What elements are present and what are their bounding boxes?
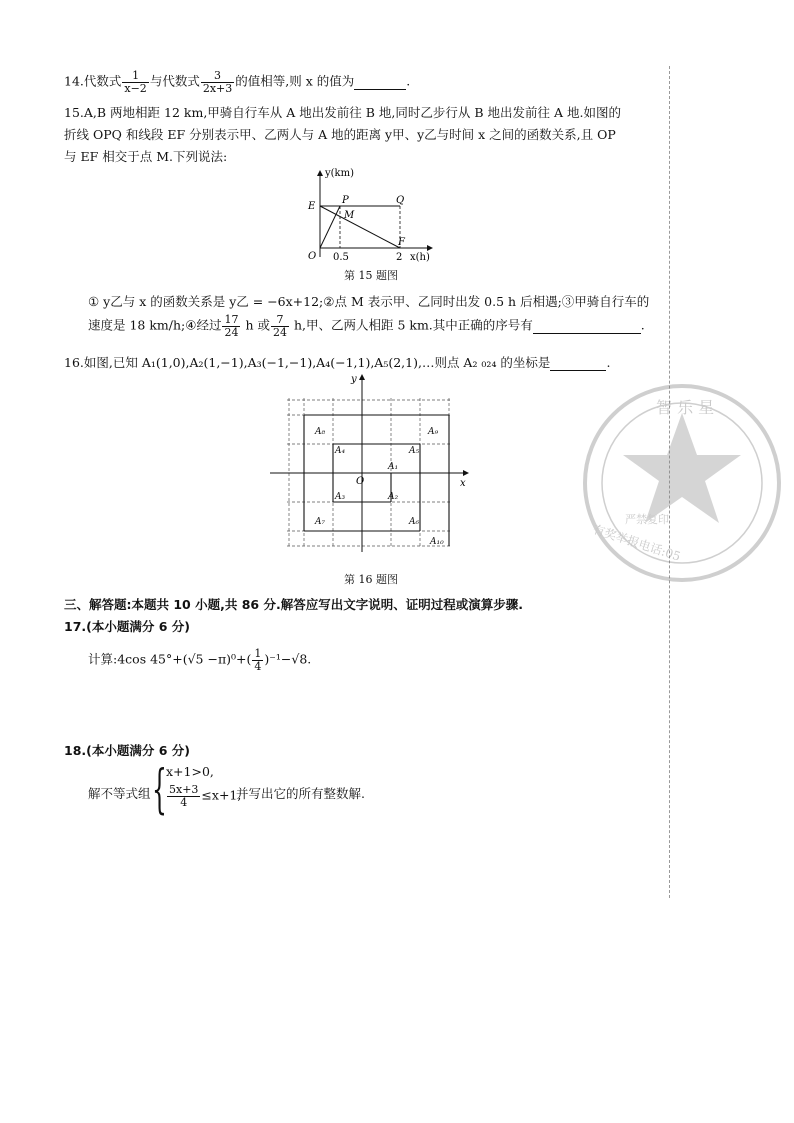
fraction: $\frac{7}{24}$	[272, 313, 287, 339]
label-A1: A₁	[388, 462, 399, 472]
label-P: P	[342, 195, 349, 206]
label-A10: A₁₀	[430, 537, 444, 547]
label-A3: A₃	[335, 492, 346, 502]
system-brace: {	[152, 760, 167, 820]
question-14: 14.代数式 $\frac{1}{x-2}$ 与代数式 $\frac{3}{2x+3}$ 的值相等,则 x 的值为 .	[64, 69, 411, 95]
fraction: $\frac{1}{4}$	[254, 647, 262, 673]
question-17: 计算:4cos 45°+(√5 −π)⁰+( $\frac{1}{4}$ )⁻¹−√8.	[88, 647, 312, 673]
inequality-2: $\frac{5x+3}{4}$ ≤x+1,	[169, 783, 242, 809]
watermark-stamp	[570, 383, 794, 583]
x-axis-label: x(h)	[410, 252, 430, 263]
tick-2: 2	[396, 252, 403, 263]
label-Q: Q	[396, 195, 405, 206]
label-A9: A₉	[428, 427, 439, 437]
fraction: $\frac{1}{x-2}$	[124, 69, 147, 95]
label-E: E	[308, 201, 316, 212]
y-axis-label: y	[351, 374, 357, 385]
label-A5: A₅	[409, 446, 420, 456]
figure-16-grid	[265, 370, 475, 555]
label-A7: A₇	[315, 517, 326, 527]
stamp-top-text: 智 乐 星	[656, 398, 715, 417]
label-F: F	[398, 237, 405, 248]
question-15-line-2: 折线 OPQ 和线段 EF 分别表示甲、乙两人与 A 地的距离 y甲、y乙与时间 x 之间的函数关系,且 OP	[64, 127, 616, 142]
section-3-heading: 三、解答题:本题共 10 小题,共 86 分.解答应写出文字说明、证明过程或演算步骤.	[64, 597, 523, 612]
figure-15-caption: 第 15 题图	[344, 269, 398, 282]
question-18-title: 18.(本小题满分 6 分)	[64, 743, 190, 758]
tick-0-5: 0.5	[333, 252, 349, 263]
fraction: $\frac{3}{2x+3}$	[202, 69, 233, 95]
question-15-line-3: 与 EF 相交于点 M.下列说法:	[64, 149, 228, 164]
figure-15-graph	[295, 165, 445, 265]
segment-E-F	[320, 206, 400, 248]
figure-16-caption: 第 16 题图	[344, 573, 398, 586]
stamp-mid-text: 严禁复印	[625, 513, 669, 526]
label-A2: A₂	[388, 492, 399, 502]
answer-blank[interactable]	[550, 355, 606, 371]
answer-blank[interactable]	[533, 318, 641, 334]
fraction: $\frac{17}{24}$	[224, 313, 239, 339]
label-A6: A₆	[409, 517, 420, 527]
fraction: $\frac{5x+3}{4}$	[169, 783, 199, 809]
label-A4: A₄	[335, 446, 346, 456]
y-axis-label: y(km)	[325, 168, 354, 179]
question-17-title: 17.(本小题满分 6 分)	[64, 619, 190, 634]
answer-blank[interactable]	[354, 74, 406, 90]
x-axis-label: x	[460, 478, 466, 489]
stamp-bottom-text: 有奖举报电话:05	[591, 522, 683, 564]
label-O: O	[308, 251, 317, 262]
question-15-statements-2: 速度是 18 km/h;④经过 $\frac{17}{24}$ h 或 $\frac{7}{24}$ h,甲、乙两人相距 5 km.其中正确的序号有 .	[88, 313, 645, 339]
label-M: M	[344, 210, 355, 221]
star-icon	[623, 413, 741, 523]
label-A8: A₈	[315, 427, 326, 437]
question-15-statements-1: ① y乙与 x 的函数关系是 y乙 = −6x+12;②点 M 表示甲、乙同时出发 0.5 h 后相遇;③甲骑自行车的	[88, 294, 650, 309]
question-16: 16.如图,已知 A₁(1,0),A₂(1,−1),A₃(−1,−1),A₄(−1,1),A₅(2,1),…则点 A₂ ₀₂₄ 的坐标是 .	[64, 355, 611, 370]
question-15-line-1: 15.A,B 两地相距 12 km,甲骑自行车从 A 地出发前往 B 地,同时乙步行从 B 地出发前往 A 地.如图的	[64, 105, 621, 120]
segment-O-P	[320, 206, 340, 248]
origin-label: O	[356, 476, 365, 487]
